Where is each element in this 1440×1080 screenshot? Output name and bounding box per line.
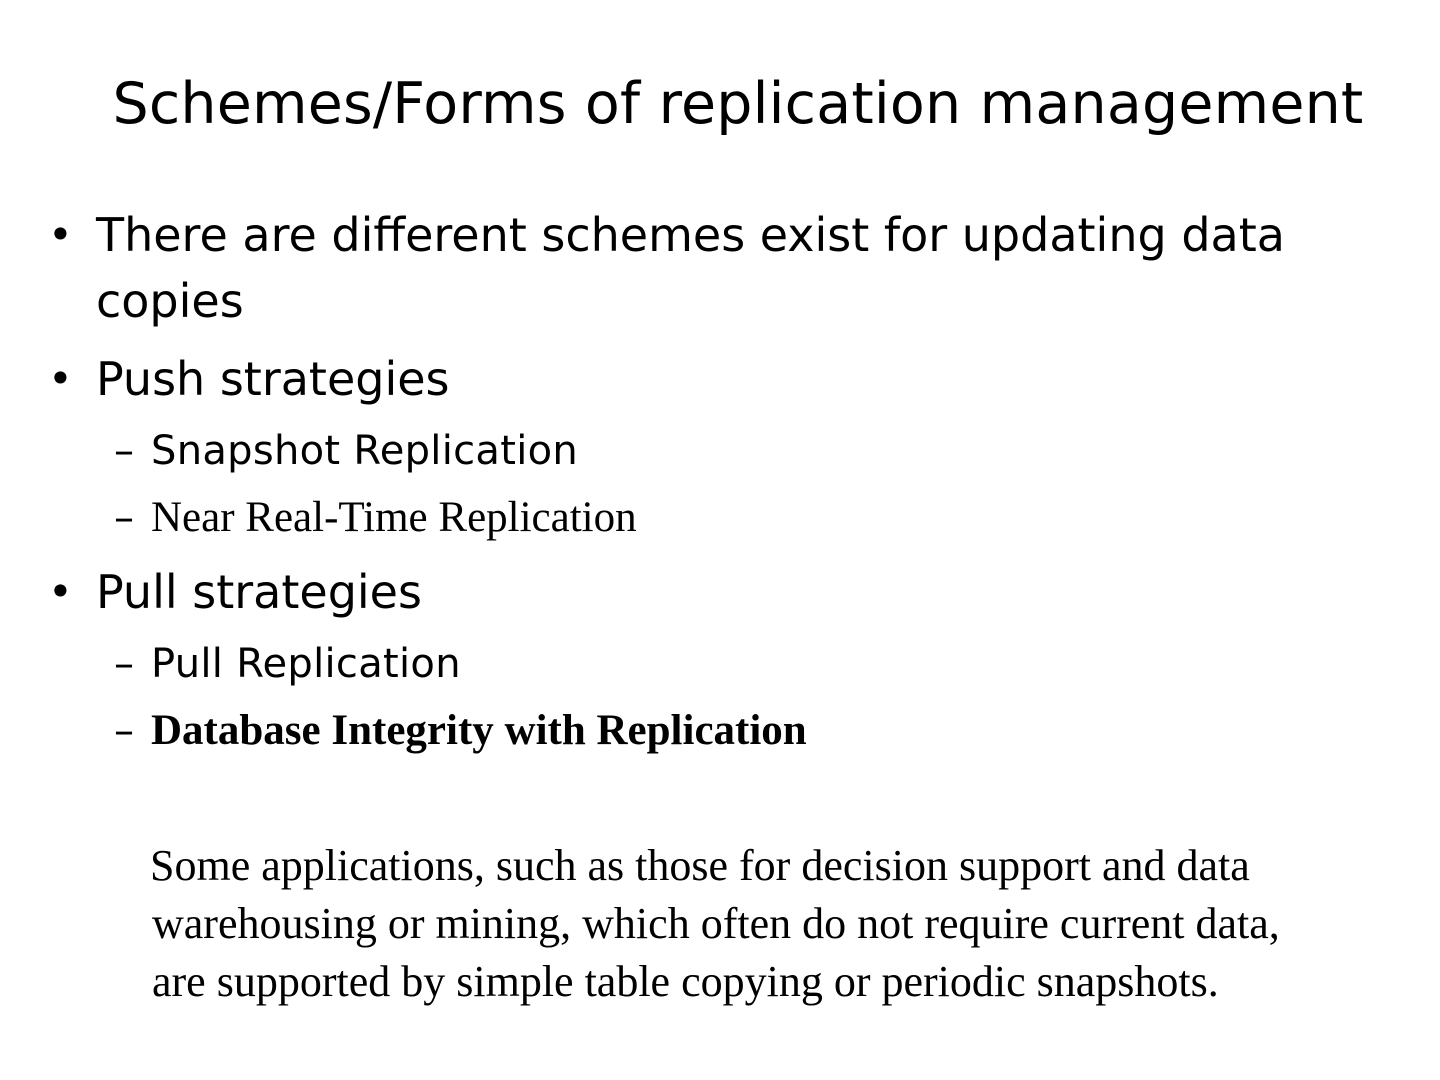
bullet-text [96, 346, 1406, 412]
bullet-text [96, 559, 1406, 625]
bullet-line: There are different schemes exist for updating data [96, 208, 1285, 262]
bullet-marker: • [48, 567, 73, 616]
bullet-marker: • [48, 354, 73, 403]
sub-item-text: Database Integrity with Replication [151, 707, 807, 754]
bullet-line: copies [96, 274, 244, 328]
note-line: Some applications, such as those for decision support and data [150, 841, 1250, 890]
slide-title: Schemes/Forms of replication management [112, 71, 1364, 137]
bullet-marker: • [48, 210, 73, 259]
sub-item-text: Pull Replication [151, 641, 461, 687]
sub-item-text: Snapshot Replication [151, 428, 579, 474]
note-paragraph [150, 837, 1410, 1011]
bullet-text [96, 202, 1406, 334]
bullet-line: Pull strategies [96, 565, 422, 619]
bullet-line: Push strategies [96, 352, 450, 406]
sub-item-marker: – [114, 708, 134, 754]
note-line: warehousing or mining, which often do not require current data, [152, 899, 1280, 948]
sub-item-text: Near Real-Time Replication [151, 494, 637, 541]
sub-item-marker: – [114, 428, 134, 474]
sub-item-marker: – [114, 495, 134, 541]
note-line: are supported by simple table copying or periodic snapshots. [152, 957, 1219, 1006]
sub-item-marker: – [114, 641, 134, 687]
